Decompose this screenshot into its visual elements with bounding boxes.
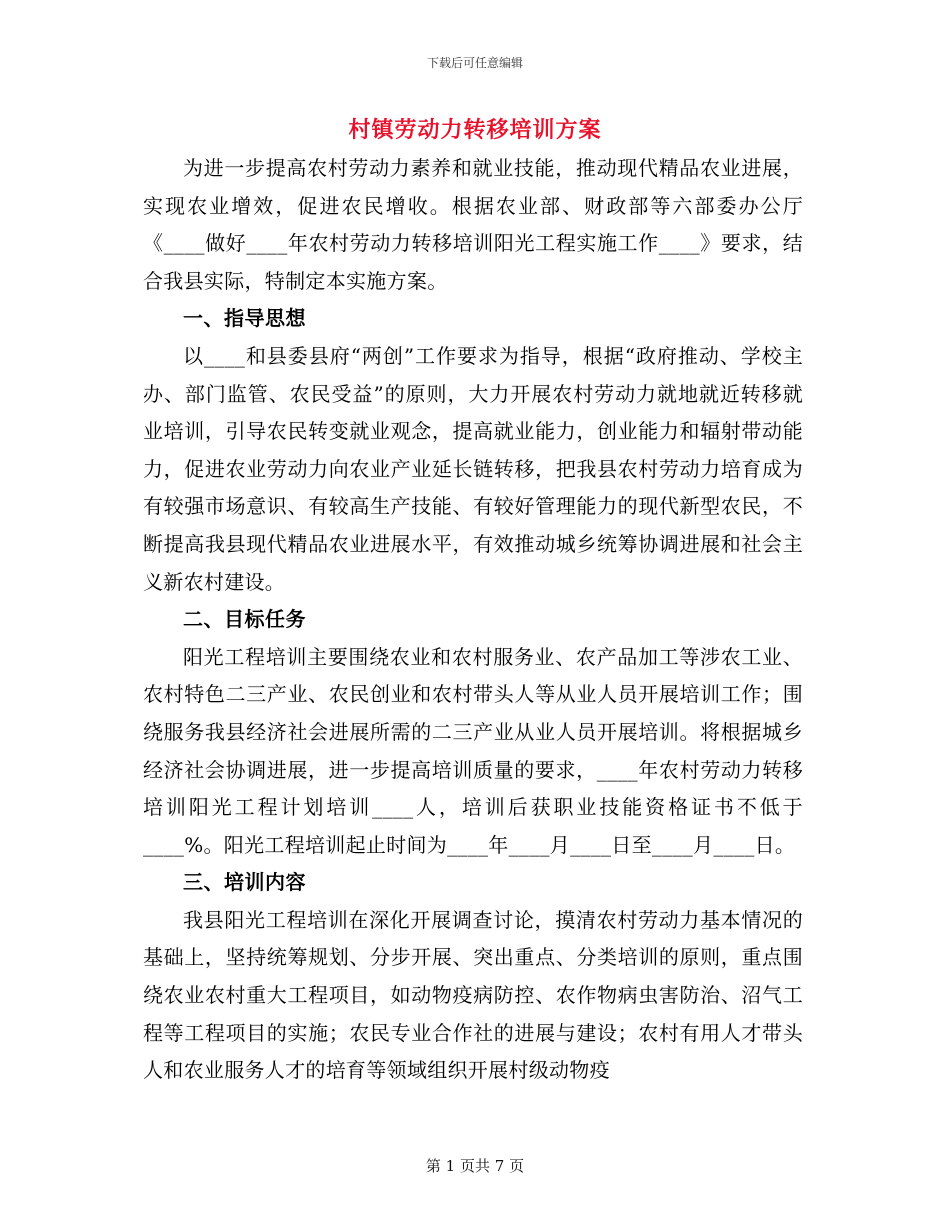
section-heading-training-content: 三、培训内容	[183, 870, 306, 895]
section-heading-goals: 二、目标任务	[183, 607, 306, 632]
document-body	[143, 150, 803, 1090]
page-footer: 第 1 页共 7 页	[425, 1157, 525, 1175]
section-paragraph-training-content: 我县阳光工程培训在深化开展调查讨论，摸清农村劳动力基本情况的基础上，坚持统筹规划、分步开展、突出重点、分类培训的原则，重点围绕农业农村重大工程项目，如动物疫病防控、农作物病虫害防治、沼气工程等工程项目的实施；农民专业合作社的进展与建设；农村有用人才带头人和农业服务人才的培育等领域组织开展村级动物疫	[143, 907, 803, 1083]
section-heading-guiding-ideology: 一、指导思想	[183, 306, 306, 331]
header-note: 下载后可任意编辑	[426, 56, 523, 70]
document-title: 村镇劳动力转移培训方案	[348, 117, 602, 143]
section-paragraph-goals: 阳光工程培训主要围绕农业和农村服务业、农产品加工等涉农工业、农村特色二三产业、农民创业和农村带头人等从业人员开展培训工作；围绕服务我县经济社会进展所需的二三产业从业人员开展培训。将根据城乡经济社会协调进展，进一步提高培训质量的要求，____年农村劳动力转移培训阳光工程计划培训____人，培训后获职业技能资格证书不低于____%。阳光工程培训起止时间为____年____月____日至____月____日。	[143, 644, 803, 857]
intro-paragraph: 为进一步提高农村劳动力素养和就业技能，推动现代精品农业进展，实现农业增效，促进农民增收。根据农业部、财政部等六部委办公厅《____做好____年农村劳动力转移培训阳光工程实施工作____》要求，结合我县实际，特制定本实施方案。	[143, 156, 803, 293]
section-paragraph-guiding-ideology: 以____和县委县府“两创”工作要求为指导，根据“政府推动、学校主办、部门监管、农民受益”的原则，大力开展农村劳动力就地就近转移就业培训，引导农民转变就业观念，提高就业能力，创业能力和辐射带动能力，促进农业劳动力向农业产业延长链转移，把我县农村劳动力培育成为有较强市场意识、有较高生产技能、有较好管理能力的现代新型农民，不断提高我县现代精品农业进展水平，有效推动城乡统筹协调进展和社会主义新农村建设。	[143, 343, 803, 594]
